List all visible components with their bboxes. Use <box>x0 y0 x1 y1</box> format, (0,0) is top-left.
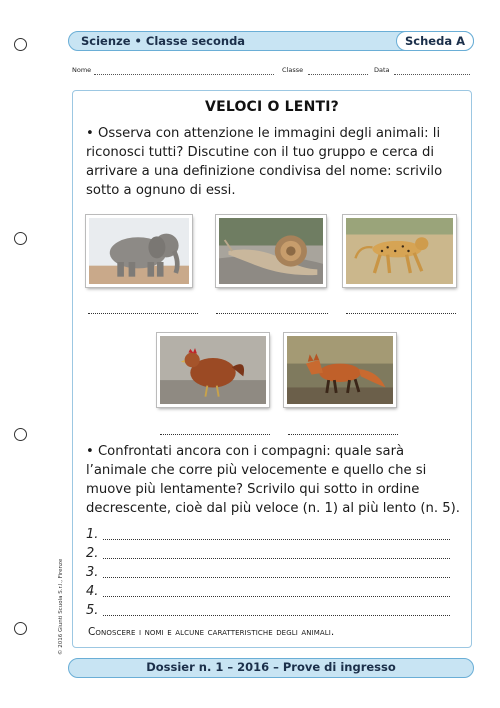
answer-line-snail[interactable] <box>216 313 328 314</box>
rank-answer-line[interactable] <box>103 577 450 578</box>
ranking-row[interactable] <box>86 527 454 546</box>
hen-photo <box>157 333 269 407</box>
rank-number: 5. <box>86 603 99 618</box>
classe-label: Classe <box>282 66 304 74</box>
rank-number: 4. <box>86 584 99 599</box>
elephant-photo <box>86 215 192 287</box>
ranking-row[interactable] <box>86 603 454 622</box>
copyright-credit: © 2016 Giunti Scuola S.r.l., Firenze <box>58 558 64 655</box>
nome-field[interactable] <box>94 74 274 75</box>
subject-label: Scienze • Classe seconda <box>81 34 246 48</box>
ranking-row[interactable] <box>86 584 454 603</box>
rank-number: 1. <box>86 527 99 542</box>
answer-line-hen[interactable] <box>160 434 270 435</box>
binder-hole-1 <box>14 38 27 51</box>
binder-hole-2 <box>14 232 27 245</box>
answer-line-cheetah[interactable] <box>346 313 456 314</box>
nome-label: Nome <box>72 66 92 74</box>
binder-hole-4 <box>14 622 27 635</box>
page-title: VELOCI O LENTI? <box>205 99 339 115</box>
fox-photo <box>284 333 396 407</box>
instruction-observe: • Osserva con attenzione le immagini degli animali: li riconosci tutti? Discutine con il tuo gruppo e cerca di arrivare a una definizione condivisa del nome: scrivilo sotto a ognuno di essi. <box>86 126 443 198</box>
scheda-label: Scheda A <box>396 31 474 51</box>
data-label: Data <box>374 66 390 74</box>
rank-number: 2. <box>86 546 99 561</box>
answer-line-fox[interactable] <box>288 434 398 435</box>
rank-answer-line[interactable] <box>103 615 450 616</box>
binder-hole-3 <box>14 428 27 441</box>
answer-line-elephant[interactable] <box>88 313 198 314</box>
classe-field[interactable] <box>308 74 368 75</box>
ranking-row[interactable] <box>86 565 454 584</box>
rank-answer-line[interactable] <box>103 558 450 559</box>
data-field[interactable] <box>394 74 470 75</box>
rank-number: 3. <box>86 565 99 580</box>
cheetah-photo <box>343 215 456 287</box>
learning-objective: Conoscere i nomi e alcune caratteristiche degli animali. <box>88 626 335 638</box>
ranking-row[interactable] <box>86 546 454 565</box>
rank-answer-line[interactable] <box>103 596 450 597</box>
instruction-compare: • Confrontati ancora con i compagni: quale sarà l’animale che corre più velocemente e quello che si muove più lentamente? Scrivilo qui sotto in ordine decrescente, cioè dal più veloce (n. 1) al più lento (n. 5). <box>86 444 460 516</box>
footer-bar: Dossier n. 1 – 2016 – Prove di ingresso <box>68 658 474 678</box>
rank-answer-line[interactable] <box>103 539 450 540</box>
snail-photo <box>216 215 326 287</box>
student-info-row <box>72 66 472 78</box>
header-bar <box>68 31 474 51</box>
